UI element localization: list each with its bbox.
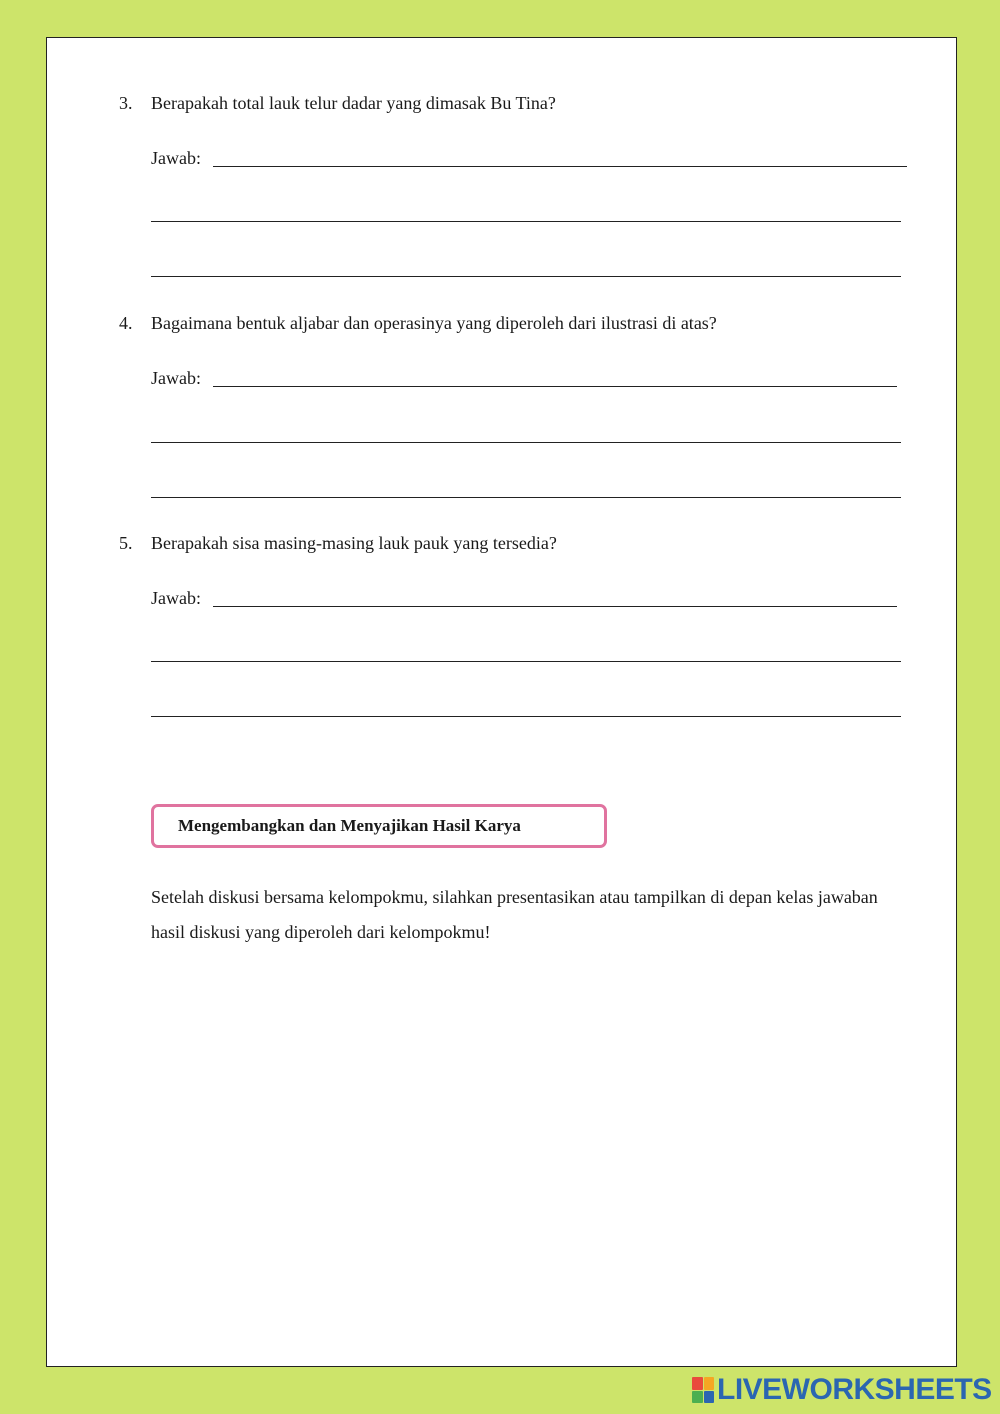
question-5-answer-line-1[interactable]: [213, 606, 897, 607]
question-5-answer-label: Jawab:: [151, 588, 201, 608]
question-5-answer-line-2[interactable]: [151, 661, 901, 662]
liveworksheets-logo-icon: [692, 1377, 714, 1403]
worksheet-page: [46, 37, 957, 1367]
question-4-answer-line-3[interactable]: [151, 497, 901, 498]
question-4-answer-label: Jawab:: [151, 368, 201, 388]
section-paragraph: Setelah diskusi bersama kelompokmu, silahkan presentasikan atau tampilkan di depan kelas jawaban hasil diskusi yang diperoleh dari kelompokmu!: [151, 887, 878, 942]
question-5-answer-line-3[interactable]: [151, 716, 901, 717]
question-4-text: Bagaimana bentuk aljabar dan operasinya yang diperoleh dari ilustrasi di atas?: [151, 313, 717, 333]
question-3-answer-line-2[interactable]: [151, 221, 901, 222]
question-3-answer-line-1[interactable]: [213, 166, 907, 167]
section-heading-box: [151, 804, 607, 848]
question-3-answer-label: Jawab:: [151, 148, 201, 168]
question-5-text: Berapakah sisa masing-masing lauk pauk yang tersedia?: [151, 533, 557, 553]
liveworksheets-logo: [692, 1374, 992, 1406]
question-3-text: Berapakah total lauk telur dadar yang dimasak Bu Tina?: [151, 93, 556, 113]
liveworksheets-logo-text: LIVEWORKSHEETS: [717, 1373, 992, 1406]
question-3-number: 3.: [119, 93, 133, 113]
question-4-answer-line-1[interactable]: [213, 386, 897, 387]
question-3-answer-line-3[interactable]: [151, 276, 901, 277]
question-4-number: 4.: [119, 313, 133, 333]
question-5-number: 5.: [119, 533, 133, 553]
section-title: Mengembangkan dan Menyajikan Hasil Karya: [178, 816, 521, 835]
question-4-answer-line-2[interactable]: [151, 442, 901, 443]
